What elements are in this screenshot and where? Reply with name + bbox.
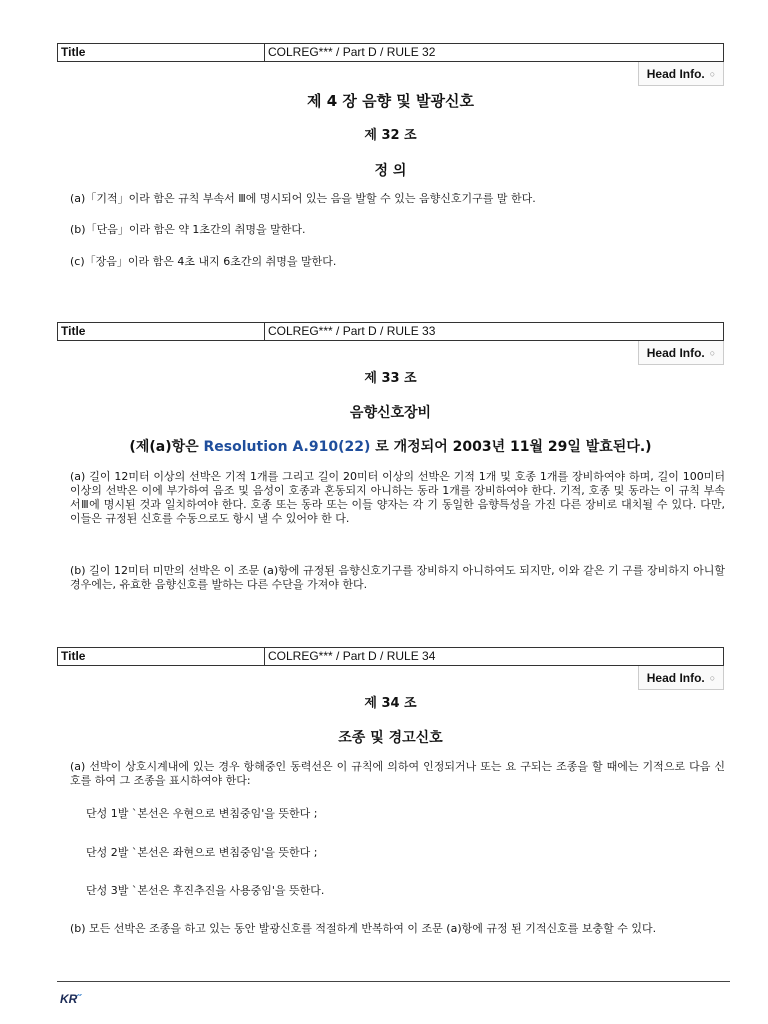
note-prefix: (제(a)항은 bbox=[129, 439, 199, 455]
title-value: COLREG*** / Part D / RULE 33 bbox=[268, 324, 436, 338]
rule-number: 제 32 조 bbox=[364, 128, 417, 143]
rule-number: 제 33 조 bbox=[364, 371, 417, 386]
chapter-title: 제 4 장 음향 및 발광신호 bbox=[307, 92, 474, 110]
note-suffix: 로 개정되어 2003년 11월 29일 발효된다.) bbox=[375, 439, 652, 455]
title-label: Title bbox=[58, 323, 265, 340]
paragraph: (a) 선박이 상호시계내에 있는 경우 항해중인 동력선은 이 규칙에 의하여 인정되거나 또는 요 구되는 조종을 할 때에는 기적으로 다음 신호를 하여 그 조종을 표시하여야 한다: bbox=[70, 760, 725, 787]
rule-heading: 조종 및 경고신호 bbox=[338, 730, 443, 746]
swoosh-icon: ˝ bbox=[77, 992, 82, 1006]
circle-icon: ○ bbox=[709, 68, 716, 79]
title-label: Title bbox=[58, 44, 265, 61]
title-value: COLREG*** / Part D / RULE 32 bbox=[268, 45, 436, 59]
head-info-label: Head Info. bbox=[646, 670, 705, 685]
head-info-button[interactable] bbox=[638, 666, 724, 690]
resolution-link[interactable]: Resolution A.910(22) bbox=[203, 439, 371, 455]
circle-icon: ○ bbox=[709, 347, 716, 358]
head-info-label: Head Info. bbox=[646, 66, 705, 81]
footer-divider bbox=[57, 981, 730, 982]
kr-logo: KR˝ bbox=[60, 992, 82, 1006]
paragraph: (b) 모든 선박은 조종을 하고 있는 동안 발광신호를 적절하게 반복하여 이 조문 (a)항에 규정 된 기적신호를 보충할 수 있다. bbox=[70, 922, 657, 935]
head-info-label: Head Info. bbox=[646, 345, 705, 360]
circle-icon: ○ bbox=[709, 672, 716, 683]
paragraph: (a)「기적」이라 함은 규칙 부속서 Ⅲ에 명시되어 있는 음을 발할 수 있는 음향신호기구를 말 한다. bbox=[70, 192, 536, 205]
title-header-rule-34 bbox=[57, 647, 724, 666]
paragraph: (c)「장음」이라 함은 4초 내지 6초간의 취명을 말한다. bbox=[70, 255, 337, 268]
paragraph: (b) 길이 12미터 미만의 선박은 이 조문 (a)항에 규정된 음향신호기구를 장비하지 아니하여도 되지만, 이와 같은 기 구를 장비하지 아니할 경우에는, 유효한 음향신호를 발하는 다른 수단을 가져야 한다. bbox=[70, 564, 725, 591]
head-info-button[interactable] bbox=[638, 62, 724, 86]
signal-item: 단성 3발 `본선은 후진추진을 사용중임'을 뜻한다. bbox=[86, 884, 325, 897]
title-value: COLREG*** / Part D / RULE 34 bbox=[268, 649, 436, 663]
title-header-rule-32 bbox=[57, 43, 724, 62]
rule-heading: 정 의 bbox=[374, 163, 407, 179]
title-label: Title bbox=[58, 648, 265, 665]
rule-heading: 음향신호장비 bbox=[349, 405, 432, 421]
title-header-rule-33 bbox=[57, 322, 724, 341]
paragraph: (b)「단음」이라 함은 약 1초간의 취명을 말한다. bbox=[70, 223, 306, 236]
amendment-note bbox=[57, 436, 724, 456]
head-info-button[interactable] bbox=[638, 341, 724, 365]
rule-number: 제 34 조 bbox=[364, 696, 417, 711]
signal-item: 단성 1발 `본선은 우현으로 변침중임'을 뜻한다 ; bbox=[86, 807, 318, 820]
signal-item: 단성 2발 `본선은 좌현으로 변침중임'을 뜻한다 ; bbox=[86, 846, 318, 859]
paragraph: (a) 길이 12미터 이상의 선박은 기적 1개를 그리고 길이 20미터 이상의 선박은 기적 1개 및 호종 1개를 장비하여야 하며, 길이 100미터 이상의 선박은 이에 부가하여 음조 및 음성이 호종과 혼동되지 아니하는 동라 1개를 장비하여야 한다. 기적, 호종 및 동라는 이 규칙 부속서Ⅲ에 명시된 것과 일치하여야 한다. 호종 또는 동라 또는 이들 양자는 각 기 동일한 음향특성을 가진 다른 장비로 대치될 수 있다. 다만, 이들은 규정된 신호를 수동으로도 항시 낼 수 있어야 한 다. bbox=[70, 470, 725, 525]
